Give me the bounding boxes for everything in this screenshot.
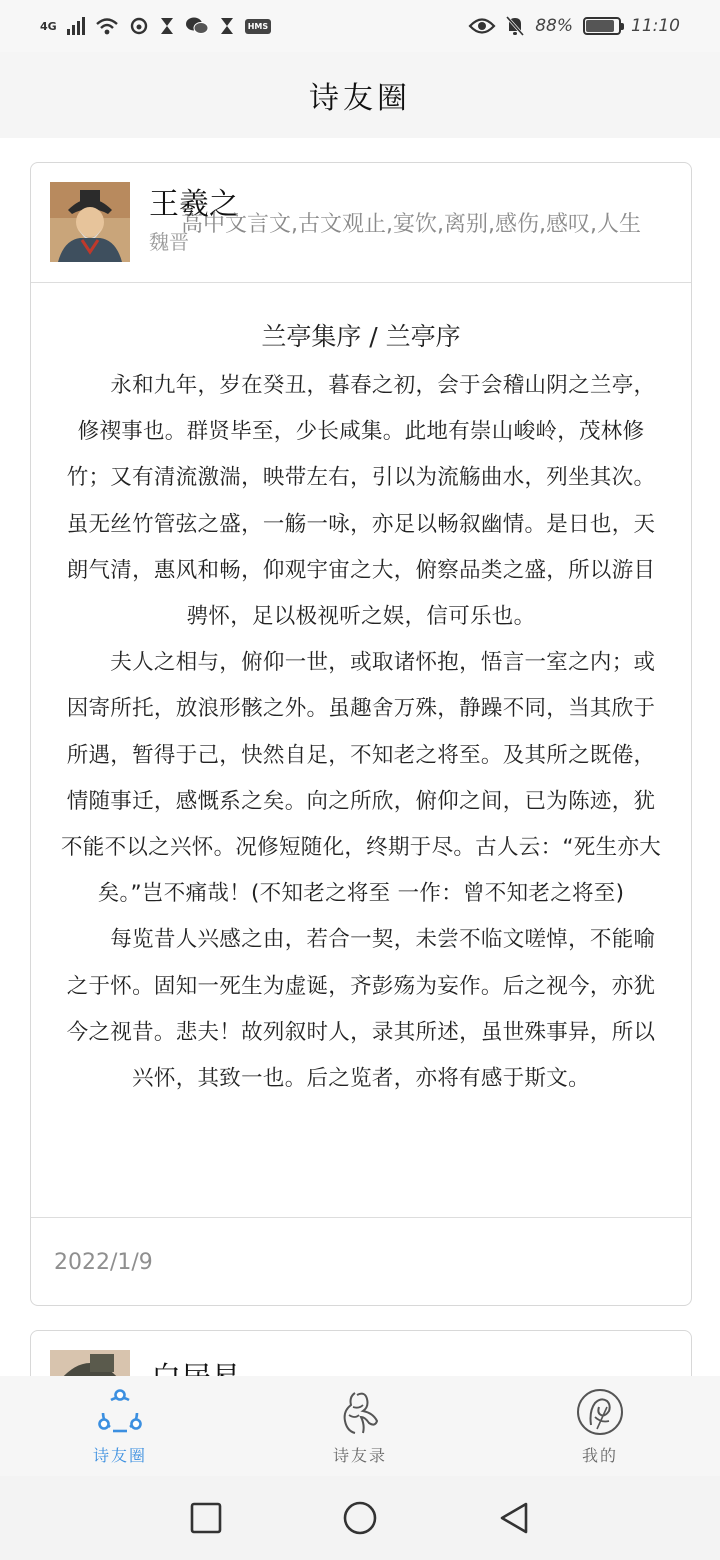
battery-fill xyxy=(586,20,614,32)
home-icon[interactable] xyxy=(342,1500,378,1536)
signal-icon xyxy=(67,17,85,35)
circle-share-icon xyxy=(95,1387,145,1437)
feed-list[interactable] xyxy=(0,138,720,1376)
status-right xyxy=(469,15,680,37)
status-left xyxy=(40,16,271,36)
poem-body xyxy=(31,283,691,1217)
system-nav xyxy=(0,1476,720,1560)
nav-item-profile[interactable] xyxy=(480,1376,720,1476)
bell-off-icon xyxy=(505,15,525,37)
nav-item-circle[interactable] xyxy=(0,1376,240,1476)
hourglass-icon xyxy=(159,16,175,36)
network-type: 4G xyxy=(40,19,57,33)
nav-item-poets[interactable] xyxy=(240,1376,480,1476)
back-icon[interactable] xyxy=(496,1500,532,1536)
author-name[interactable]: 王羲之 xyxy=(149,187,239,222)
poem-tags: 高中文言文,古文观止,宴饮,离别,感伤,感叹,人生 xyxy=(181,212,641,237)
weibo-icon xyxy=(129,16,149,36)
status-bar xyxy=(0,0,720,52)
app-header xyxy=(0,52,720,138)
post-footer xyxy=(31,1217,691,1307)
page-title: 诗友圈 xyxy=(309,81,411,116)
battery-icon xyxy=(583,17,621,35)
battery-percent: 88% xyxy=(535,16,573,36)
avatar[interactable] xyxy=(50,182,130,262)
poem-paragraph: 每览昔人兴感之由，若合一契，未尝不临文嗟悼，不能喻之于怀。固知一死生为虚诞，齐彭殇为妄作。后之视今，亦犹今之视昔。悲夫！故列叙时人，录其所述，虽世殊事异，所以兴怀，其致一也。后之览者，亦将有感于斯文。 xyxy=(66,927,656,1092)
nav-label: 诗友录 xyxy=(332,1445,387,1465)
bottom-nav xyxy=(0,1376,720,1476)
clock: 11:10 xyxy=(631,16,680,36)
nav-label: 诗友圈 xyxy=(92,1445,147,1465)
profile-icon xyxy=(575,1387,625,1437)
post-card[interactable] xyxy=(30,162,692,1306)
post-date: 2022/1/9 xyxy=(54,1250,153,1275)
wifi-icon xyxy=(95,16,119,36)
poet-figure-icon xyxy=(335,1387,385,1437)
poem-paragraph: 永和九年，岁在癸丑，暮春之初，会于会稽山阴之兰亭，修禊事也。群贤毕至，少长咸集。此地有崇山峻岭，茂林修竹；又有清流激湍，映带左右，引以为流觞曲水，列坐其次。虽无丝竹管弦之盛，一觞一咏，亦足以畅叙幽情。是日也，天朗气清，惠风和畅，仰观宇宙之大，俯察品类之盛，所以游目骋怀，足以极视听之娱，信可乐也。 xyxy=(66,373,656,630)
post-header xyxy=(31,163,691,283)
poet-portrait-icon xyxy=(50,182,130,262)
author-clip xyxy=(149,183,239,263)
author-era: 魏晋 xyxy=(149,230,189,254)
nav-label: 我的 xyxy=(581,1445,618,1465)
wechat-icon xyxy=(185,16,209,36)
poem-paragraph: 夫人之相与，俯仰一世，或取诸怀抱，悟言一室之内；或因寄所托，放浪形骸之外。虽趣舍万殊，静躁不同，当其欣于所遇，暂得于己，快然自足，不知老之将至。及其所之既倦，情随事迁，感慨系之矣。向之所欣，俯仰之间，已为陈迹，犹不能不以之兴怀。况修短随化，终期于尽。古人云：“死生亦大矣。”岂不痛哉！(不知老之将至 一作：曾不知老之将至) xyxy=(60,650,662,907)
eye-icon xyxy=(469,17,495,35)
hms-icon: HMS xyxy=(245,19,271,34)
recent-apps-icon[interactable] xyxy=(188,1500,224,1536)
hourglass-icon xyxy=(219,16,235,36)
poem-title: 兰亭集序 / 兰亭序 xyxy=(261,322,461,351)
